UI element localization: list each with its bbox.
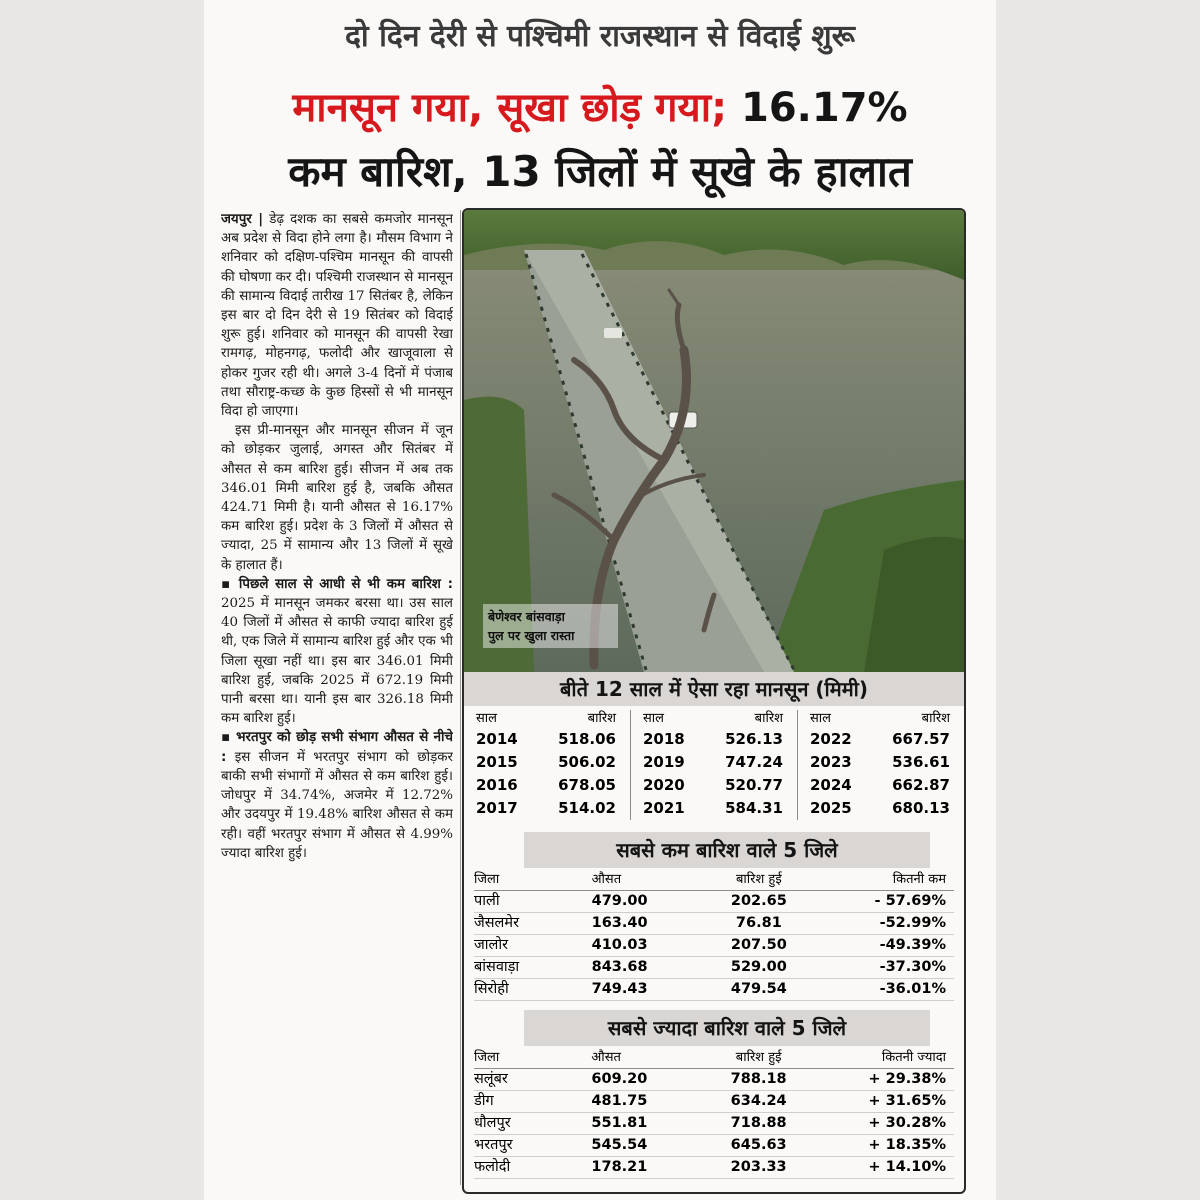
average-cell: 545.54 <box>591 1135 690 1157</box>
district-cell: जैसलमेर <box>474 913 592 935</box>
rainfall-cell: 203.33 <box>690 1157 827 1179</box>
least-rain-table <box>474 870 954 1001</box>
subhead-2: ▪ भरतपुर को छोड़ सभी संभाग औसत से नीचे : <box>221 730 453 765</box>
years-table <box>464 710 964 820</box>
average-cell: 551.81 <box>591 1113 690 1135</box>
least-rain-title: सबसे कम बारिश वाले 5 जिले <box>524 832 930 868</box>
year-cell: 2022 <box>798 728 861 751</box>
headline-line-2: कम बारिश, 13 जिलों में सूखे के हालात <box>288 147 912 196</box>
story-paragraph-4 <box>221 728 453 862</box>
year-cell: 2017 <box>476 799 518 817</box>
story-text-3: 2025 में मानसून जमकर बरसा था। उस साल 40 जिलों में औसत से काफी ज्यादा बारिश हुई थी, एक जिले में सामान्य बारिश हुई और एक भी जिला सूखा नहीं था। इस बार 346.01 मिमी बारिश हुई, जबकि 2025 में 672.19 मिमी पानी बरसा था। यानी इस बार 326.18 मिमी कम बारिश हुई। <box>221 596 453 727</box>
rain-cell: 514.02 <box>558 799 616 817</box>
percent-cell: -37.30% <box>828 957 954 979</box>
photo-caption-line-2: पुल पर खुला रास्ता <box>488 628 575 643</box>
rain-cell: 667.57 <box>892 730 950 748</box>
district-cell: सिरोही <box>474 979 592 1001</box>
rainfall-cell: 207.50 <box>690 935 827 957</box>
table-row <box>464 797 964 820</box>
story-column <box>221 210 453 1190</box>
header-rainfall: बारिश हुई <box>690 1048 827 1069</box>
most-rain-header <box>474 1048 954 1069</box>
header-surplus: कितनी ज्यादा <box>827 1048 954 1069</box>
district-cell: धौलपुर <box>474 1113 591 1135</box>
rainfall-cell: 788.18 <box>690 1069 827 1091</box>
table-row <box>474 913 954 935</box>
photo-caption-line-1: बेणेश्वर बांसवाड़ा <box>488 609 565 624</box>
average-cell: 481.75 <box>591 1091 690 1113</box>
percent-cell: -49.39% <box>828 935 954 957</box>
rain-cell: 526.13 <box>725 730 783 748</box>
years-table-header <box>464 710 964 728</box>
headline-percent: 16.17% <box>727 85 908 131</box>
header-deficit: कितनी कम <box>828 870 954 891</box>
header-average: औसत <box>592 870 691 891</box>
headline-line-1 <box>204 78 996 133</box>
rainfall-cell: 529.00 <box>690 957 827 979</box>
district-cell: सलूंबर <box>474 1069 591 1091</box>
table-row <box>464 728 964 751</box>
rainfall-cell: 479.54 <box>690 979 827 1001</box>
year-cell: 2024 <box>798 774 861 797</box>
rain-cell: 506.02 <box>558 753 616 771</box>
district-cell: भरतपुर <box>474 1135 591 1157</box>
most-rain-title: सबसे ज्यादा बारिश वाले 5 जिले <box>524 1010 930 1046</box>
table-row <box>474 1069 954 1091</box>
rain-cell: 536.61 <box>892 753 950 771</box>
table-row <box>464 774 964 797</box>
header-rain: बारिश <box>587 711 616 726</box>
header-year: साल <box>798 710 861 728</box>
header-average: औसत <box>591 1048 690 1069</box>
percent-cell: -52.99% <box>828 913 954 935</box>
year-cell: 2019 <box>631 751 694 774</box>
story-paragraph-2: इस प्री-मानसून और मानसून सीजन में जून को छोड़कर जुलाई, अगस्त और सितंबर में औसत से कम बारिश हुई। सीजन में अब तक 346.01 मिमी बारिश हुई है, जबकि औसत 424.71 मिमी है। यानी औसत से 16.17% कम बारिश हुई। प्रदेश के 3 जिलों में औसत से ज्यादा, 25 में सामान्य और 13 जिलों में सूखे के हालात हैं। <box>221 423 453 573</box>
table-row <box>474 935 954 957</box>
rainfall-cell: 645.63 <box>690 1135 827 1157</box>
story-paragraph-1 <box>221 210 453 421</box>
rainfall-cell: 202.65 <box>690 891 827 913</box>
rain-cell: 520.77 <box>725 776 783 794</box>
average-cell: 479.00 <box>592 891 691 913</box>
rain-cell: 678.05 <box>558 776 616 794</box>
district-cell: जालोर <box>474 935 592 957</box>
average-cell: 178.21 <box>591 1157 690 1179</box>
header-district: जिला <box>474 1048 591 1069</box>
year-cell: 2023 <box>798 751 861 774</box>
least-rain-header <box>474 870 954 891</box>
table-row <box>464 751 964 774</box>
rain-cell: 584.31 <box>725 799 783 817</box>
percent-cell: + 30.28% <box>827 1113 954 1135</box>
percent-cell: + 14.10% <box>827 1157 954 1179</box>
year-cell: 2015 <box>476 753 518 771</box>
table-row <box>474 891 954 913</box>
photo-caption <box>483 604 618 648</box>
data-box <box>462 208 966 1194</box>
subhead-1: ▪ पिछले साल से आधी से भी कम बारिश : <box>221 576 453 592</box>
newspaper-clipping <box>204 0 996 1200</box>
year-cell: 2016 <box>476 776 518 794</box>
average-cell: 609.20 <box>591 1069 690 1091</box>
dateline: जयपुर | <box>221 212 264 227</box>
percent-cell: + 18.35% <box>827 1135 954 1157</box>
header-district: जिला <box>474 870 592 891</box>
table-row <box>474 1157 954 1179</box>
story-text-4: इस सीजन में भरतपुर संभाग को छोड़कर बाकी सभी संभागों में औसत से कम बारिश हुई। जोधपुर में 34.74%, अजमेर में 12.72% और उदयपुर में 19.48% बारिश औसत से कम रही। वहीं भरतपुर संभाग में औसत से 4.99% ज्यादा बारिश हुई। <box>221 749 453 861</box>
kicker: दो दिन देरी से पश्चिमी राजस्थान से विदाई शुरू <box>344 19 855 54</box>
year-cell: 2025 <box>798 797 861 820</box>
table-row <box>474 1113 954 1135</box>
year-cell: 2020 <box>631 774 694 797</box>
table-row <box>474 1135 954 1157</box>
percent-cell: -36.01% <box>828 979 954 1001</box>
table-row <box>474 979 954 1001</box>
story-paragraph-3 <box>221 575 453 729</box>
average-cell: 410.03 <box>592 935 691 957</box>
header-year: साल <box>476 711 497 726</box>
header-rainfall: बारिश हुई <box>690 870 827 891</box>
rainfall-cell: 634.24 <box>690 1091 827 1113</box>
header-year: साल <box>631 710 694 728</box>
header-rain: बारिश <box>754 711 783 726</box>
average-cell: 163.40 <box>592 913 691 935</box>
table-row <box>474 1091 954 1113</box>
rain-cell: 680.13 <box>892 799 950 817</box>
district-cell: बांसवाड़ा <box>474 957 592 979</box>
year-cell: 2018 <box>631 728 694 751</box>
district-cell: डीग <box>474 1091 591 1113</box>
year-cell: 2014 <box>476 730 518 748</box>
rain-cell: 662.87 <box>892 776 950 794</box>
rain-cell: 747.24 <box>725 753 783 771</box>
column-divider <box>460 210 461 1185</box>
story-text-1: डेढ़ दशक का सबसे कमजोर मानसून अब प्रदेश से विदा होने लगा है। मौसम विभाग ने शनिवार को दक्षिण-पश्चिम मानसून की वापसी की घोषणा कर दी। पश्चिमी राजस्थान से मानसून की सामान्य विदाई तारीख 17 सितंबर है, लेकिन इस बार दो दिन देरी से 19 सितंबर को विदाई शुरू हुई। शनिवार को मानसून की वापसी रेखा रामगढ़, मोहनगढ़, फलोदी और खाजूवाला से होकर गुजर रही थी। अगले 3-4 दिनों में पंजाब तथा सौराष्ट्र-कच्छ के कुछ हिस्सों से भी मानसून विदा हो जाएगा। <box>221 212 453 420</box>
bridge-photo <box>464 210 964 672</box>
percent-cell: + 29.38% <box>827 1069 954 1091</box>
rainfall-cell: 76.81 <box>690 913 827 935</box>
district-cell: फलोदी <box>474 1157 591 1179</box>
percent-cell: + 31.65% <box>827 1091 954 1113</box>
rainfall-cell: 718.88 <box>690 1113 827 1135</box>
header-rain: बारिश <box>921 711 950 726</box>
average-cell: 749.43 <box>592 979 691 1001</box>
headline-red-text: मानसून गया, सूखा छोड़ गया; <box>292 85 728 131</box>
average-cell: 843.68 <box>592 957 691 979</box>
table-row <box>474 957 954 979</box>
percent-cell: - 57.69% <box>828 891 954 913</box>
years-table-title: बीते 12 साल में ऐसा रहा मानसून (मिमी) <box>464 672 964 706</box>
most-rain-table <box>474 1048 954 1179</box>
rain-cell: 518.06 <box>558 730 616 748</box>
district-cell: पाली <box>474 891 592 913</box>
year-cell: 2021 <box>631 797 694 820</box>
